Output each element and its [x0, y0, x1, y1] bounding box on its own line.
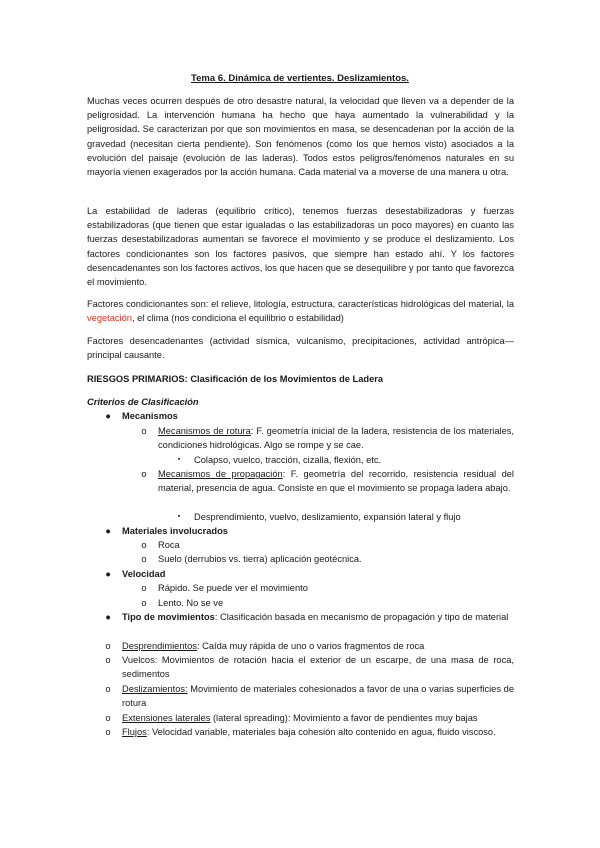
list-item-propagacion-examples: Desprendimiento, vuelvo, deslizamiento, expansión lateral y flujo	[194, 512, 461, 522]
bullet-circle: o	[105, 684, 111, 694]
list-item-materiales: Materiales involucrados	[122, 526, 228, 536]
conditioning-text: Factores condicionantes son: el relieve, litología, estructura, características hidrológicas del material, la	[87, 299, 514, 309]
section-heading-rest: : Clasificación de los Movimientos de Ladera	[184, 374, 384, 384]
list-item-lento: Lento. No se ve	[158, 598, 224, 608]
paragraph-stability: La estabilidad de laderas (equilibrio crítico), tenemos fuerzas desestabilizadoras y fuerzas estabilizadoras (que tienen que estar igualadas o las estabilizadoras un poco mayores) en cuanto las fuerzas desestabilizadoras aumentan se favorece el movimiento y se produce el deslizamiento. Los factores condicionantes son los factores pasivos, que siempre han estado ahí. Y los factores desencadenantes son los factores activos, los que hacen que se desequilibre y por tanto que favorezca el movimiento.	[87, 206, 514, 288]
list-item-extensiones	[122, 711, 478, 725]
bullet-circle: o	[141, 469, 147, 479]
page-title: Tema 6. Dinámica de vertientes. Deslizamientos.	[191, 73, 409, 84]
list-item-tipo	[122, 610, 514, 624]
bullet-circle: o	[141, 598, 147, 608]
extensiones-text: (lateral spreading): Movimiento a favor de pendientes muy bajas	[210, 713, 478, 723]
bullet-square: ▪	[177, 513, 181, 520]
deslizamientos-text: Movimiento de materiales cohesionados a favor de una o varias superficies de rotura	[122, 684, 514, 709]
list-item-propagacion	[158, 467, 514, 495]
bullet-square: ▪	[177, 456, 181, 463]
list-item-vuelcos: Vuelcos: Movimientos de rotación hacia el exterior de un escarpe, de una masa de roca, sedimentos	[122, 655, 514, 680]
paragraph-intro: Muchas veces ocurren después de otro desastre natural, la velocidad que lleven va a depender de la peligrosidad. La intervención humana ha hecho que haya aumentado la vulnerabilidad y la peligrosidad. Se caracterizan por que son movimientos en masa, se desencadenan por la acción de la gravedad (necesitan cierta pendiente). Son fenómenos (como los que hemos visto) asociados a la evolución del paisaje (evolución de las laderas). Todos estos peligros/fenómenos naturales en su mayoría vienen exagerados por la acción humana. Cada material va a moverse de una manera u otra.	[87, 96, 514, 178]
list-item-mecanismos: Mecanismos	[122, 411, 178, 421]
bullet-circle: o	[141, 426, 147, 436]
section-heading-bold: RIESGOS PRIMARIOS	[87, 374, 185, 384]
flujos-text: : Velocidad variable, materiales baja cohesión alto contenido en agua, fluido viscoso.	[146, 727, 496, 737]
list-item-desprendimientos	[122, 639, 424, 653]
list-item-rotura-examples: Colapso, vuelco, tracción, cizalla, flexión, etc.	[194, 455, 382, 465]
list-item-roca: Roca	[158, 540, 180, 550]
tipo-label: Tipo de movimientos	[122, 612, 215, 622]
bullet-circle: o	[141, 540, 147, 550]
bullet-dot: ●	[105, 569, 111, 579]
rotura-text: : F. geometría inicial de la ladera, resistencia de los materiales, condiciones hidrológicas. Algo se rompe y se cae.	[158, 426, 515, 451]
bullet-dot: ●	[105, 526, 111, 536]
list-item-flujos	[122, 725, 514, 739]
list-item-suelo: Suelo (derrubios vs. tierra) aplicación geotécnica.	[158, 554, 362, 564]
flujos-label: Flujos	[122, 727, 147, 737]
list-item-rotura	[158, 424, 514, 452]
list-item-rapido: Rápido. Se puede ver el movimiento	[158, 583, 308, 593]
propagacion-text: : F. geometría del recorrido, resistencia residual del material, presencia de agua. Consiste en que el movimiento se propaga ladera abajo.	[158, 469, 514, 494]
propagacion-label: Mecanismos de propagación	[158, 469, 283, 479]
bullet-circle: o	[105, 727, 111, 737]
bullet-circle: o	[105, 641, 111, 651]
list-item-velocidad: Velocidad	[122, 569, 166, 579]
conditioning-text-end: , el clima (nos condiciona el equilibrio o estabilidad)	[131, 313, 344, 324]
deslizamientos-label: Deslizamientos:	[122, 684, 188, 694]
criteria-heading: Criterios de Clasificación	[87, 397, 199, 407]
rotura-label: Mecanismos de rotura	[158, 426, 251, 436]
bullet-circle: o	[105, 713, 111, 723]
bullet-circle: o	[105, 655, 111, 665]
bullet-circle: o	[141, 554, 147, 564]
tipo-text: : Clasificación basada en mecanismo de propagación y tipo de material	[214, 612, 509, 622]
vegetation-highlight: vegetación	[87, 313, 132, 324]
desprendimientos-label: Desprendimientos	[122, 641, 197, 651]
extensiones-label: Extensiones laterales	[122, 713, 211, 723]
desprendimientos-text: : Caída muy rápida de uno o varios fragmentos de roca	[196, 641, 425, 651]
paragraph-triggering-factors: Factores desencadenantes (actividad sísmica, vulcanismo, precipitaciones, actividad antrópica—principal causante.	[87, 336, 514, 361]
bullet-dot: ●	[105, 612, 111, 622]
paragraph-conditioning-factors	[87, 297, 514, 325]
bullet-dot: ●	[105, 411, 111, 421]
section-heading	[87, 372, 383, 386]
list-item-deslizamientos	[122, 682, 514, 710]
bullet-circle: o	[141, 583, 147, 593]
